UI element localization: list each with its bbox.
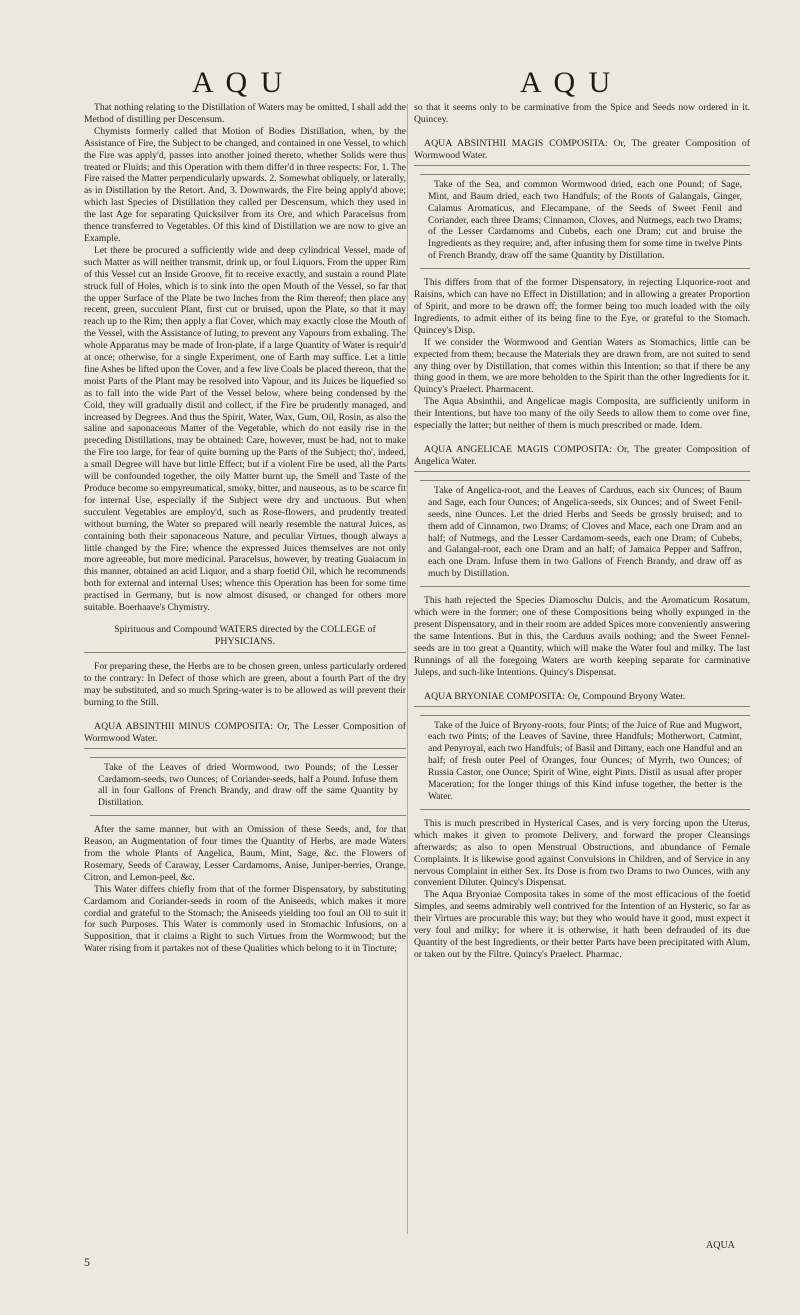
right-column <box>414 102 750 961</box>
paragraph: This is much prescribed in Hysterical Cases, and is very forcing upon the Uterus, which makes it given to promote Delivery, and forward the proper Cleansings afterwards; as also to open Menstrual Obstructions, and abundance of Female Complaints. It is likewise good against Convulsions in Children, and of Service in any nervous Complaint in either Sex. Its Dose is from two Drams to two Ounces, with any convenient Diluter. Quincy's Dispensat. <box>414 817 750 889</box>
recipe-title: AQUA ABSINTHII MAGIS COMPOSITA: Or, The greater Composition of Wormwood Water. <box>414 138 750 166</box>
running-head-left: A Q U <box>192 66 286 99</box>
left-column <box>84 102 406 955</box>
paragraph: For preparing these, the Herbs are to be chosen green, unless particularly ordered to the contrary: In Defect of those which are green, about a fourth Part of the dry may be substituted, and so much Spring-water is to be allowed as will prevent their burning to the Still. <box>84 660 406 708</box>
paragraph: Let there be procured a sufficiently wide and deep cylindrical Vessel, made of such Matter as will neither transmit, drink up, or foul Liquors. From the upper Rim of this Vessel cut an Inside Groove, fit to receive exactly, and sustain a round Plate struck full of Holes, which is to sink into the open Mouth of the Vessel, so far that the upper Surface of the Plate be two Inches from the Rim thereof; then place any recent, green, succulent Plant, first cut or bruised, upon the Plate, so that it may reach up to the Rim; then apply a flat Cover, which may exactly close the Mouth of the Vessel, with the Assistance of luting, to prevent any Vapours from exhaling. The whole Apparatus may be made of Iron-plate, if a large Quantity of Water is requir'd at once; otherwise, for a single Experiment, one of Earth may suffice. Let a little fine Ashes be lifted upon the Cover, and a few live Coals be placed thereon, that the moist Parts of the Plant may be resolved into Vapour, and its Juices be liquefied so as to fall into the wide Part of the Vessel below, where being condensed by the Cold, they will gradually distil and collect, if the Fire be prudently managed, and increased by Degrees. And thus the Spirit, Water, Wax, Gum, Oil, Rosin, as also the saline and saponaceous Matter of the Vegetable, which do not easily rise in the preceding Distillations, may be obtained: Care, however, must be had, not to make the Fire too large, for fear of quite burning up the Parts of the Subject; tho', indeed, a small Degree will have but little Effect; but if a violent Fire be used, all the Parts will be confounded together, the oily Matter burnt up, the Smell and Taste of the Produce become so empyreumatical, smoky, bitter, and nauseous, as to be scarce fit for internal Use, especially if the Subject were dry and unctuous. But when succulent Vegetables are employ'd, such as Rose-flowers, and prudently treated without burning, the Water so prepared will nearly resemble the natural Juices, as containing both their saponaceous Nature, and peculiar Virtues, though always a little changed by the Fire; whence the expressed Juices themselves are not only more agreeable, but more medicinal. Paracelsus, however, by treating Guaiacum in this manner, obtained an acid Liquor, and a sharp foetid Oil, which he recommends both for external and internal Uses; whence this Operation has been for some time practised in Germany, but is now almost disused, or changed for others more suitable. Boerhaave's Chymistry. <box>84 244 406 614</box>
recipe-text: Take of the Leaves of dried Wormwood, two Pounds; of the Lesser Cardamom-seeds, two Ounces; of Coriander-seeds, half a Pound. Infuse them all in four Gallons of French Brandy, and draw off the same Quantity by Distillation. <box>98 761 398 809</box>
recipe-block <box>420 715 750 810</box>
recipe-text: Take of Angelica-root, and the Leaves of Carduus, each six Ounces; of Baum and Sage, each four Ounces; of Angelica-seeds, six Ounces; and of Sweet Fenil-seeds, nine Ounces. Let the dried Herbs and Seeds be grossly bruised; and to them add of Cinnamon, two Drams; of Cloves and Mace, each one Dram and an half; of Nutmegs, and the Lesser Cardamom-seeds, each one Dram; of Cubebs, and Galangal-root, each one Dram and an half; of Jamaica Pepper and Saffron, each one Dram. Infuse them in two Gallons of French Brandy, and draw off as much by Distillation. <box>428 484 742 580</box>
paragraph: This Water differs chiefly from that of the former Dispensatory, by substituting Cardamom and Coriander-seeds in room of the Aniseeds, which makes it more cordial and grateful to the Stomach; the Aniseeds yielding too foul an Oil to suit it for such Purposes. This Water is commonly used in Stomachic Infusions, on a Supposition, that it claims a Right to such Virtues from the Wormwood; but the Water rising from it partakes not of these Qualities which belong to it in Tincture; <box>84 883 406 955</box>
recipe-block <box>90 757 406 817</box>
paragraph: Chymists formerly called that Motion of Bodies Distillation, when, by the Assistance of Fire, the Subject to be changed, and contained in one Vessel, to which the Fire was apply'd, passes into another joined thereto, whether Solids were thus treated or Fluids; and this Operation with them differ'd in three respects: For, 1. The Fire raised the Matter perpendicularly upwards. 2. Somewhat obliquely, or laterally, as in Distillation by the Retort. And, 3. Downwards, the Fire being apply'd above; which last Species of Distillation they called per Descensum, which they used in the last Age for separating Quicksilver from its Ore, and which Paracelsus from thence transferred to Vegetables. Of this kind of Distillation we are now to give an Example. <box>84 125 406 244</box>
paragraph: This hath rejected the Species Diamoschu Dulcis, and the Aromaticum Rosatum, which were in the former; one of these Compositions being wholly expunged in the present Dispensatory, and in their room are added Spices more conveniently answering the same Intentions. But in this, the Carduus avails nothing; and the Sweet Fennel-seeds are in too great a Quantity, which will make the Water foul and milky. The last Runnings of all the foregoing Waters are worth keeping separate for carminative Juleps, and such-like Intentions. Quincy's Dispensat. <box>414 595 750 678</box>
recipe-title: AQUA BRYONIAE COMPOSITA: Or, Compound Bryony Water. <box>414 691 750 707</box>
section-heading: Spirituous and Compound WATERS directed by the COLLEGE of PHYSICIANS. <box>84 624 406 653</box>
paragraph: After the same manner, but with an Omission of these Seeds, and, for that Reason, an Augmentation of four times the Quantity of Herbs, are made Waters from the whole Plants of Angelica, Baum, Mint, Sage, &c. the Flowers of Rosemary, Seeds of Caraway, Lesser Cardamoms, Anise, Juniper-berries, Orange, Citron, and Lemon-peel, &c. <box>84 824 406 883</box>
page-number: 5 <box>84 1255 90 1269</box>
recipe-text: Take of the Juice of Bryony-roots, four Pints; of the Juice of Rue and Mugwort, each two Pints; of the Leaves of Savine, three Handfuls; Motherwort, Catmint, and Penyroyal, each two Handfuls; of Basil and Dittany, each one Handful and an half; of fresh outer Peel of Oranges, four Ounces; of Myrrh, two Ounces; of Russia Castor, one Ounce; Spirit of Wine, eight Pints. Distil as usual after proper Maceration; for the longer things of this Kind infuse together, the better is the Water. <box>428 719 743 802</box>
running-head-right: A Q U <box>520 66 614 99</box>
paragraph: This differs from that of the former Dispensatory, in rejecting Liquorice-root and Raisins, which can have no Effect in Distillation; and in allowing a greater Proportion of Spirit, and more to be drawn off; the former being too much loaded with the oily Ingredients, to admit either of its being fine to the Eye, or grateful to the Stomach. Quincey's Disp. <box>414 277 750 336</box>
recipe-title: AQUA ABSINTHII MINUS COMPOSITA: Or, The Lesser Composition of Wormwood Water. <box>84 721 406 749</box>
paragraph: The Aqua Absinthii, and Angelicae magis Composita, are sufficiently uniform in their Intentions, but have too many of the oily Seeds to allow them to come over fine, especially the latter; but neither of them is much prescribed or made. Idem. <box>414 396 750 432</box>
paragraph: That nothing relating to the Distillation of Waters may be omitted, I shall add the Method of distilling per Descensum. <box>84 102 406 125</box>
paragraph: The Aqua Bryoniae Composita takes in some of the most efficacious of the foetid Simples, and seems admirably well contrived for the Intention of an Hysteric, so far as their Virtues are procurable this way; but they who would have it good, must expect it very foul and milky; for where it is otherwise, it hath been defrauded of its due Quantity of the best Ingredients, or their better Parts have been precipitated with Alum, or taken out by the Filtre. Quincy's Praelect. Pharmac. <box>414 889 750 960</box>
recipe-text: Take of the Sea, and common Wormwood dried, each one Pound; of Sage, Mint, and Baum dried, each two Handfuls; of the Roots of Galangals, Ginger, Calamus Aromaticus, and Elecampane, of the Seeds of Sweet Fenil and Coriander, each three Drams; Cinnamon, Cloves, and Nutmegs, each two Drams; of the Lesser Cardamoms and Cubebs, each one Dram; cut and bruise the Ingredients as they require; and, after infusing them for some time in twelve Pints of French Brandy, draw off the same Quantity by Distillation. <box>428 178 742 262</box>
paragraph: If we consider the Wormwood and Gentian Waters as Stomachics, little can be expected from them; because the Materials they are drawn from, are not suited to send any thing over by Distillation, that comes within this Intention; so that if there be any thing good in them, we are more beholden to the Spirit than the other Ingredients for it. Quincy's Praelect. Pharmacent. <box>414 336 750 396</box>
column-divider <box>407 104 408 1234</box>
recipe-block <box>420 174 750 269</box>
recipe-block <box>420 480 750 587</box>
catchword: AQUA <box>706 1240 735 1251</box>
paragraph: so that it seems only to be carminative from the Spice and Seeds now ordered in it. Quincey. <box>414 102 750 125</box>
recipe-title: AQUA ANGELICAE MAGIS COMPOSITA: Or, The greater Composition of Angelica Water. <box>414 444 750 472</box>
